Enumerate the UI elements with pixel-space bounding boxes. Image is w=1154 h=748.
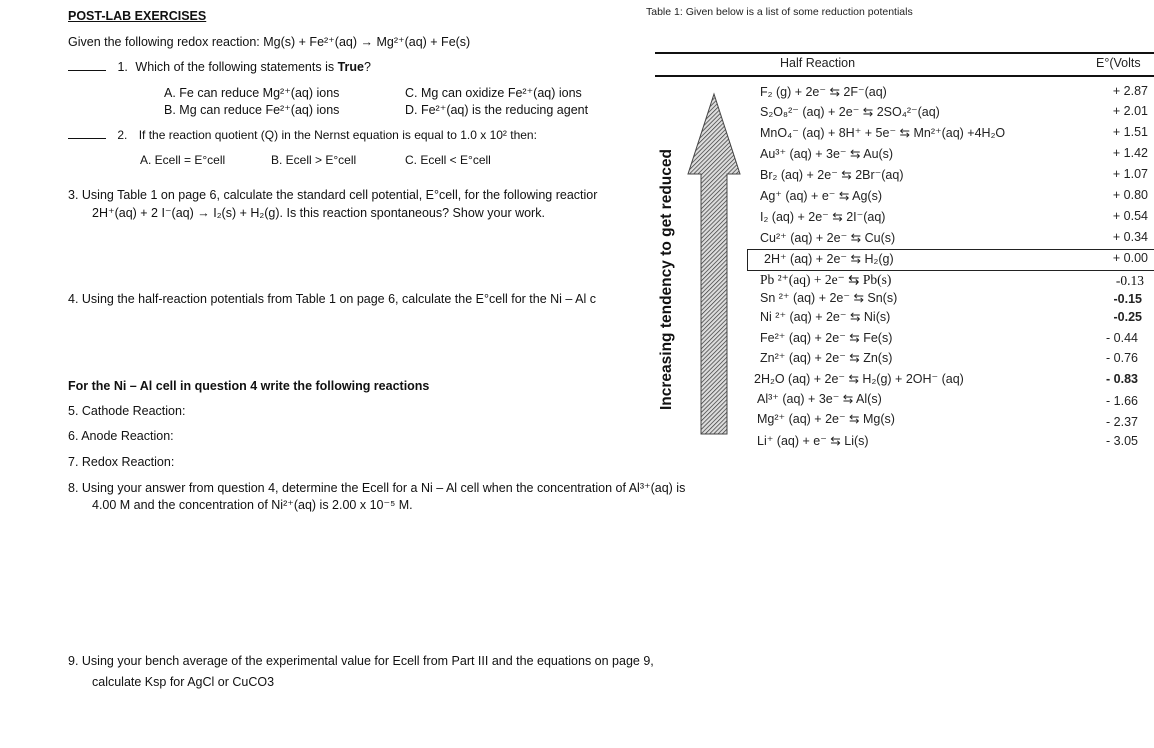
table-row-reaction: Li⁺ (aq) + e⁻ ⇆ Li(s)	[757, 434, 869, 448]
table-row-potential: + 2.01	[1112, 104, 1148, 118]
question-5: 5. Cathode Reaction:	[68, 404, 186, 418]
table-row-reaction: Zn²⁺ (aq) + 2e⁻ ⇆ Zn(s)	[760, 351, 893, 365]
table-row-potential: + 0.80	[1112, 188, 1148, 202]
q1-option-c: C. Mg can oxidize Fe²⁺(aq) ions	[405, 86, 582, 100]
question-7: 7. Redox Reaction:	[68, 455, 175, 469]
table-row-potential: + 1.07	[1112, 167, 1148, 181]
table-row-potential: + 0.54	[1112, 209, 1148, 223]
q2-option-a: A. Ecell = E°cell	[140, 153, 226, 167]
question-8-line-2: 4.00 M and the concentration of Ni²⁺(aq) is 2.00 x 10⁻⁵ M.	[92, 498, 413, 512]
table-row-reaction: Pb ²⁺(aq) + 2e⁻ ⇆ Pb(s)	[760, 272, 892, 287]
col-header-half-reaction: Half Reaction	[780, 56, 856, 70]
table-row-reaction: Fe²⁺ (aq) + 2e⁻ ⇆ Fe(s)	[760, 331, 893, 345]
table-row-reaction: 2H⁺ (aq) + 2e⁻ ⇆ H₂(g)	[764, 252, 894, 266]
table-row-potential: + 2.87	[1112, 84, 1148, 98]
arrow-label: Increasing tendency to get reduced	[658, 149, 675, 410]
question-1	[68, 60, 371, 74]
question-number: 1.	[117, 60, 128, 74]
table-row-potential: -0.13	[1115, 273, 1144, 288]
table-row-reaction: Ni ²⁺ (aq) + 2e⁻ ⇆ Ni(s)	[760, 310, 891, 324]
col-header-potential: E°(Volts	[1096, 56, 1141, 70]
table-row-potential: + 0.34	[1112, 230, 1148, 244]
question-number: 2.	[117, 128, 128, 142]
question-9-line-2: calculate Ksp for AgCl or CuCO3	[92, 675, 275, 689]
table-row-potential: + 1.42	[1112, 146, 1148, 160]
q1-option-a: A. Fe can reduce Mg²⁺(aq) ions	[164, 86, 340, 100]
q1-option-d: D. Fe²⁺(aq) is the reducing agent	[405, 103, 589, 117]
table-row-reaction: Mg²⁺ (aq) + 2e⁻ ⇆ Mg(s)	[757, 412, 895, 426]
answer-blank-2[interactable]	[68, 138, 106, 139]
table-row-reaction: Br₂ (aq) + 2e⁻ ⇆ 2Br⁻(aq)	[760, 168, 904, 182]
table-row-potential: - 2.37	[1106, 415, 1138, 429]
table-row-reaction: MnO₄⁻ (aq) + 8H⁺ + 5e⁻ ⇆ Mn²⁺(aq) +4H₂O	[760, 126, 1006, 140]
table-row-reaction: Al³⁺ (aq) + 3e⁻ ⇆ Al(s)	[757, 392, 882, 406]
table-row-reaction: Ag⁺ (aq) + e⁻ ⇆ Ag(s)	[760, 189, 882, 203]
table-row-reaction: 2H₂O (aq) + 2e⁻ ⇆ H₂(g) + 2OH⁻ (aq)	[754, 372, 964, 386]
table-row-potential: + 0.00	[1112, 251, 1148, 265]
arrow-up-icon	[686, 92, 742, 437]
table-row-potential: - 0.76	[1106, 351, 1138, 365]
table-row-reaction: Cu²⁺ (aq) + 2e⁻ ⇆ Cu(s)	[760, 231, 896, 245]
table-row-potential: -0.15	[1113, 292, 1142, 306]
table-row-potential: - 0.44	[1106, 331, 1138, 345]
page-title: POST-LAB EXERCISES	[68, 9, 207, 23]
q2-option-c: C. Ecell < E°cell	[405, 153, 491, 167]
table-row-potential: + 1.51	[1112, 125, 1148, 139]
question-9-line-1: 9. Using your bench average of the experimental value for Ecell from Part III and the equations on page 9,	[68, 654, 654, 668]
table-top-rule	[655, 52, 1154, 54]
table-row-reaction: F₂ (g) + 2e⁻ ⇆ 2F⁻(aq)	[760, 85, 887, 99]
table-row-potential: - 1.66	[1106, 394, 1138, 408]
question-4: 4. Using the half-reaction potentials from Table 1 on page 6, calculate the E°cell for the Ni – Al c	[68, 292, 596, 306]
q1-option-b: B. Mg can reduce Fe²⁺(aq) ions	[164, 103, 340, 117]
question-6: 6. Anode Reaction:	[68, 429, 174, 443]
table-caption: Table 1: Given below is a list of some reduction potentials	[646, 6, 913, 18]
question-2	[68, 128, 537, 142]
table-row-reaction: Sn ²⁺ (aq) + 2e⁻ ⇆ Sn(s)	[760, 291, 898, 305]
q2-option-b: B. Ecell > E°cell	[271, 153, 357, 167]
table-row-potential: - 3.05	[1106, 434, 1138, 448]
question-3-line-1: 3. Using Table 1 on page 6, calculate the standard cell potential, E°cell, for the following reactior	[68, 188, 598, 202]
table-row-reaction: S₂O₈²⁻ (aq) + 2e⁻ ⇆ 2SO₄²⁻(aq)	[760, 105, 940, 119]
question-text: Which of the following statements is	[135, 60, 338, 74]
question-3-line-2: 2H⁺(aq) + 2 I⁻(aq) → I₂(s) + H₂(g). Is this reaction spontaneous? Show your work.	[92, 206, 545, 220]
table-header-rule	[655, 75, 1154, 77]
intro-reaction: Given the following redox reaction: Mg(s) + Fe²⁺(aq) → Mg²⁺(aq) + Fe(s)	[68, 35, 471, 49]
question-emphasis: True	[337, 60, 364, 74]
section-heading: For the Ni – Al cell in question 4 write the following reactions	[68, 379, 430, 393]
table-row-reaction: I₂ (aq) + 2e⁻ ⇆ 2I⁻(aq)	[760, 210, 886, 224]
table-row-reaction: Au³⁺ (aq) + 3e⁻ ⇆ Au(s)	[760, 147, 894, 161]
answer-blank-1[interactable]	[68, 70, 106, 71]
question-text: If the reaction quotient (Q) in the Nernst equation is equal to 1.0 x 10² then:	[138, 128, 537, 142]
question-8-line-1: 8. Using your answer from question 4, determine the Ecell for a Ni – Al cell when the concentration of Al³⁺(aq) is	[68, 481, 686, 495]
table-row-potential: - 0.83	[1106, 372, 1138, 386]
table-row-potential: -0.25	[1113, 310, 1142, 324]
question-punct: ?	[364, 60, 371, 74]
